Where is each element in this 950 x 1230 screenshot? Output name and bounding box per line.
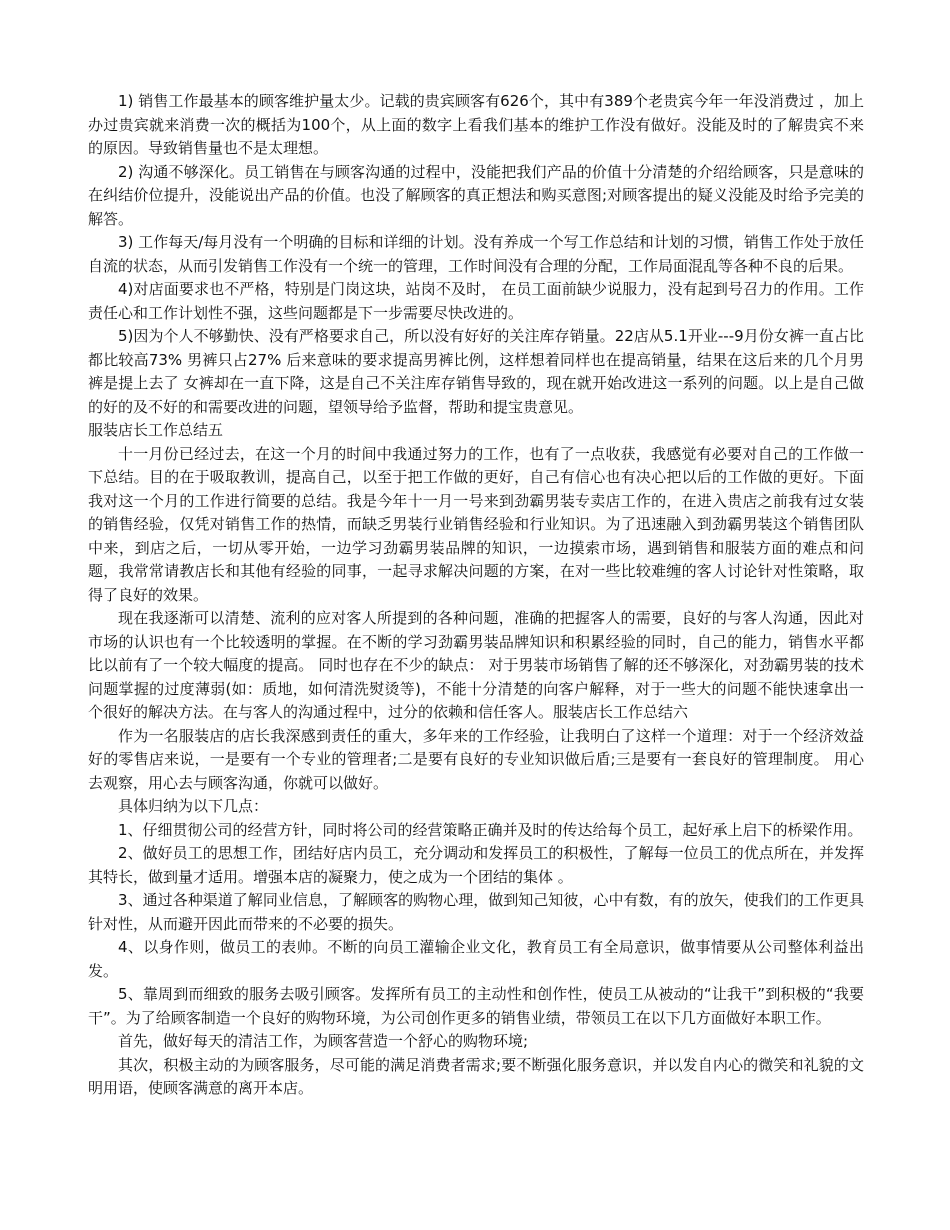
list-item-1: 1、仔细贯彻公司的经营方针，同时将公司的经营策略正确并及时的传达给每个员工，起好承上启下的桥梁作用。 [118, 820, 863, 839]
paragraph-7: 现在我逐渐可以清楚、流利的应对客人所提到的各种问题，准确的把握客人的需要，良好的与客人沟通，因此对市场的认识也有一个比较透明的掌握。在不断的学习劲霸男装品牌知识和积累经验的同时，自己的能力，销售水平都比以前有了一个较大幅度的提高。 同时也存在不少的缺点： 对于男装市场销售了解的还不够深化，对劲霸男装的技术问题掌握的过度薄弱(如：质地，如何清洗熨烫等)，不能十分清楚的向客户解释，对于一些大的问题不能快速拿出一个很好的解决方法。在与客人的沟通过程中，过分的依赖和信任客人。服装店长工作总结六 [88, 609, 864, 721]
document-body [88, 90, 864, 1101]
paragraph-6: 十一月份已经过去，在这一个月的时间中我通过努力的工作，也有了一点收获，我感觉有必要对自己的工作做一下总结。目的在于吸取教训，提高自己，以至于把工作做的更好，自己有信心也有决心把以后的工作做的更好。下面我对这一个月的工作进行简要的总结。我是今年十一月一号来到劲霸男装专卖店工作的，在进入贵店之前我有过女装的销售经验，仅凭对销售工作的热情，而缺乏男装行业销售经验和行业知识。为了迅速融入到劲霸男装这个销售团队中来，到店之后，一切从零开始，一边学习劲霸男装品牌的知识，一边摸索市场，遇到销售和服装方面的难点和问题，我常常请教店长和其他有经验的同事，一起寻求解决问题的方案，在对一些比较难缠的客人讨论针对性策略，取得了良好的效果。 [88, 444, 864, 604]
paragraph-4: 4)对店面要求也不严格，特别是门岗这块，站岗不及时， 在员工面前缺少说服力，没有起到号召力的作用。工作责任心和工作计划性不强，这些问题都是下一步需要尽快改进的。 [88, 280, 864, 322]
paragraph-9: 具体归纳为以下几点： [118, 797, 269, 815]
section-heading-5: 服装店长工作总结五 [88, 421, 224, 439]
paragraph-first: 首先，做好每天的清洁工作，为顾客营造一个舒心的购物环境; [118, 1032, 529, 1050]
list-item-2: 2、做好员工的思想工作，团结好店内员工，充分调动和发挥员工的积极性，了解每一位员工的优点所在，并发挥其特长，做到量才适用。增强本店的凝聚力，使之成为一个团结的集体 。 [88, 844, 864, 886]
paragraph-second: 其次，积极主动的为顾客服务，尽可能的满足消费者需求;要不断强化服务意识，并以发自内心的微笑和礼貌的文明用语，使顾客满意的离开本店。 [88, 1055, 864, 1097]
list-item-4: 4、以身作则，做员工的表帅。不断的向员工灌输企业文化，教育员工有全局意识，做事情要从公司整体利益出发。 [88, 938, 864, 980]
paragraph-3: 3) 工作每天/每月没有一个明确的目标和详细的计划。没有养成一个写工作总结和计划的习惯，销售工作处于放任自流的状态，从而引发销售工作没有一个统一的管理，工作时间没有合理的分配，工作局面混乱等各种不良的后果。 [88, 233, 864, 275]
paragraph-5: 5)因为个人不够勤快、没有严格要求自己，所以没有好好的关注库存销量。22店从5.1开业---9月份女裤一直占比都比较高73% 男裤只占27% 后来意味的要求提高男裤比例，这样想着同样也在提高销量，结果在这后来的几个月男裤是提上去了 女裤却在一直下降，这是自己不关注库存销售导致的，现在就开始改进这一系列的问题。以上是自己做的好的及不好的和需要改进的问题，望领导给予监督，帮助和提宝贵意见。 [88, 327, 864, 416]
paragraph-1: 1) 销售工作最基本的顾客维护量太少。记载的贵宾顾客有626个，其中有389个老贵宾今年一年没消费过 ，加上办过贵宾就来消费一次的概括为100个，从上面的数字上看我们基本的维护工作没有做好。没能及时的了解贵宾不来的原因。导致销售量也不是太理想。 [88, 92, 864, 157]
list-item-3: 3、通过各种渠道了解同业信息，了解顾客的购物心理，做到知己知彼，心中有数，有的放矢，使我们的工作更具针对性，从而避开因此而带来的不必要的损失。 [88, 891, 864, 933]
list-item-5: 5、靠周到而细致的服务去吸引顾客。发挥所有员工的主动性和创作性，使员工从被动的“让我干”到积极的“我要干”。为了给顾客制造一个良好的购物环境，为公司创作更多的销售业绩，带领员工在以下几方面做好本职工作。 [88, 985, 864, 1027]
paragraph-8: 作为一名服装店的店长我深感到责任的重大，多年来的工作经验，让我明白了这样一个道理：对于一个经济效益好的零售店来说，一是要有一个专业的管理者;二是要有良好的专业知识做后盾;三是要有一套良好的管理制度。 用心去观察，用心去与顾客沟通，你就可以做好。 [88, 726, 864, 792]
paragraph-2: 2) 沟通不够深化。员工销售在与顾客沟通的过程中，没能把我们产品的价值十分清楚的介绍给顾客，只是意味的在纠结价位提升，没能说出产品的价值。也没了解顾客的真正想法和购买意图;对顾客提出的疑义没能及时给予完美的解答。 [88, 162, 864, 228]
